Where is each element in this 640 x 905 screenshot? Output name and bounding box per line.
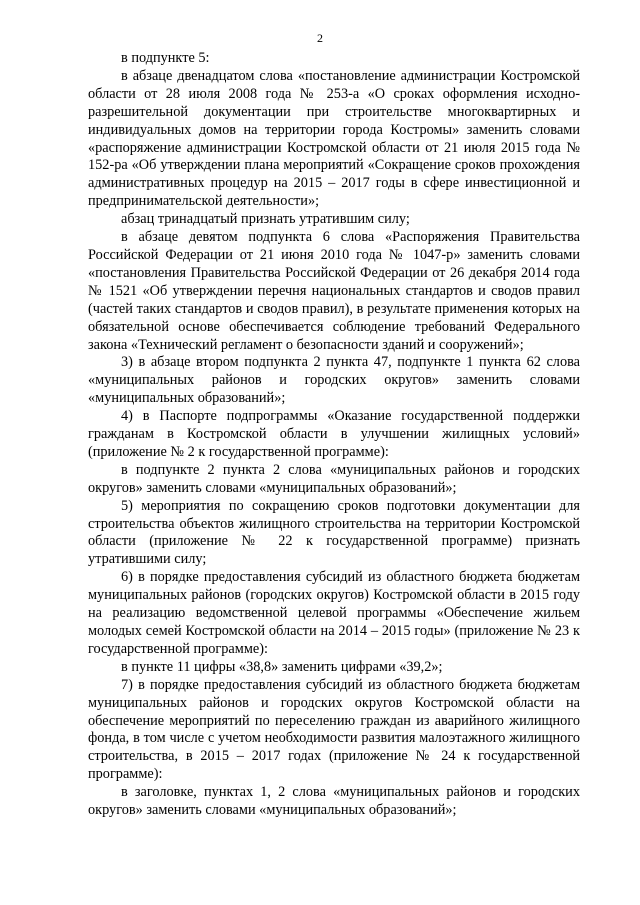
paragraph-item-4: 4) в Паспорте подпрограммы «Оказание государственной поддержки гражданам в Костромской области в улучшении жилищных условий» (приложение № 2 к государственной программе): <box>88 408 580 460</box>
paragraph-twelfth-abzac: в абзаце двенадцатом слова «постановление администрации Костромской области от 28 июля 2008 года № 253-а «О сроках оформления исходно-разрешительной документации при строительстве многоквартирных и индивидуальных домов на территории города Костромы» заменить словами «распоряжение администрации Костромской области от 21 июля 2015 года № 152-ра «Об утверждении плана мероприятий «Сокращение сроков прохождения административных процедур на 2015 – 2017 годы в сфере инвестиционной и предпринимательской деятельности»; <box>88 67 580 210</box>
paragraph-item-3: 3) в абзаце втором подпункта 2 пункта 47, подпункте 1 пункта 62 слова «муниципальных районов и городских округов» заменить словами «муниципальных образований»; <box>88 354 580 407</box>
paragraph-ninth-abzac: в абзаце девятом подпункта 6 слова «Распоряжения Правительства Российской Федерации от 21 июня 2010 года № 1047-р» заменить словами «постановления Правительства Российской Федерации от 26 декабря 2014 года № 1521 «Об утверждении перечня национальных стандартов и сводов правил (частей таких стандартов и сводов правил), в результате применения которых на обязательной основе обеспечивается соблюдение требований Федерального закона «Технический регламент о безопасности зданий и сооружений»; <box>88 229 580 353</box>
paragraph-item-4-sub: в подпункте 2 пункта 2 слова «муниципальных районов и городских округов» заменить словами «муниципальных образований»; <box>88 461 580 496</box>
page-number: 2 <box>317 31 323 45</box>
paragraph-item-5: 5) мероприятия по сокращению сроков подготовки документации для строительства объектов жилищного строительства на территории Костромской области (приложение № 22 к государственной программе) признать утратившими силу; <box>88 497 580 568</box>
document-body <box>88 50 580 820</box>
paragraph-thirteenth-abzac: абзац тринадцатый признать утратившим силу; <box>121 211 410 228</box>
paragraph-subitem-5: в подпункте 5: <box>121 50 210 66</box>
paragraph-item-6-sub: в пункте 11 цифры «38,8» заменить цифрами «39,2»; <box>121 658 443 675</box>
paragraph-item-7-sub: в заголовке, пунктах 1, 2 слова «муниципальных районов и городских округов» заменить словами «муниципальных образований»; <box>88 784 580 819</box>
paragraph-item-6: 6) в порядке предоставления субсидий из областного бюджета бюджетам муниципальных районов (городских округов) Костромской области в 2015 году на реализацию ведомственной целевой программы «Обеспечение жильем молодых семей Костромской области на 2014 – 2015 годы» (приложение № 23 к государственной программе): <box>88 569 580 657</box>
paragraph-item-7: 7) в порядке предоставления субсидий из областного бюджета бюджетам муниципальных районов и городских округов Костромской области на обеспечение мероприятий по переселению граждан из аварийного жилищного фонда, в том числе с учетом необходимости развития малоэтажного жилищного строительства, в 2015 – 2017 годах (приложение № 24 к государственной программе): <box>88 676 580 783</box>
